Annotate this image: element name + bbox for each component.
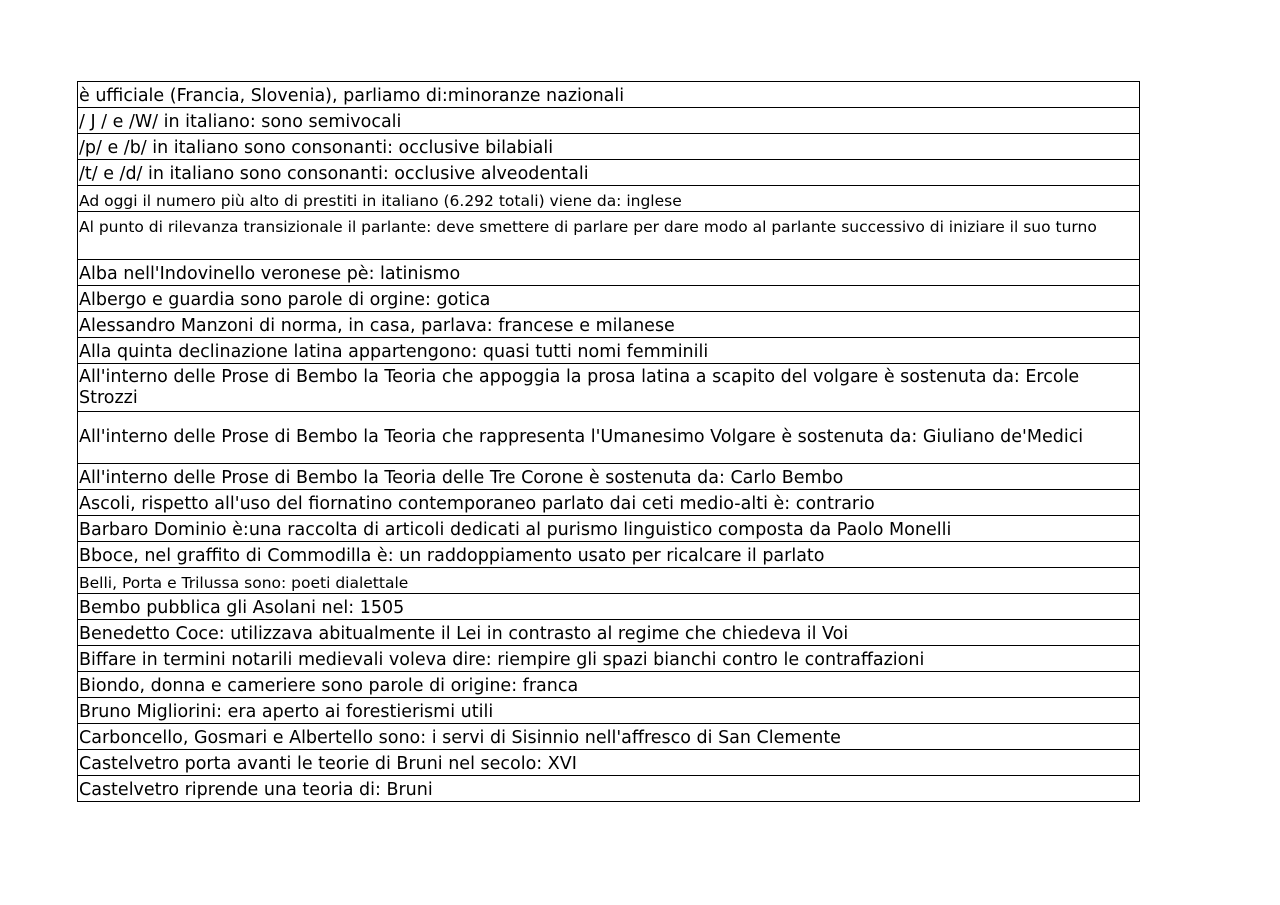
table-cell: Al punto di rilevanza transizionale il parlante: deve smettere di parlare per dare modo al parlante successivo di iniziare il suo turno [78,212,1140,260]
table-row [78,260,1140,286]
table-row [78,776,1140,802]
table-row [78,698,1140,724]
table-cell: Bruno Migliorini: era aperto ai forestierismi utili [78,698,1140,724]
table-row [78,568,1140,594]
flashcard-table [77,81,1140,802]
table-cell: Castelvetro porta avanti le teorie di Bruni nel secolo: XVI [78,750,1140,776]
table-row [78,490,1140,516]
table-cell: /p/ e /b/ in italiano sono consonanti: occlusive bilabiali [78,134,1140,160]
table-cell: Ad oggi il numero più alto di prestiti in italiano (6.292 totali) viene da: inglese [78,186,1140,212]
table-cell: Alessandro Manzoni di norma, in casa, parlava: francese e milanese [78,312,1140,338]
table-cell: Castelvetro riprende una teoria di: Bruni [78,776,1140,802]
table-cell: / J / e /W/ in italiano: sono semivocali [78,108,1140,134]
table-cell: All'interno delle Prose di Bembo la Teoria che appoggia la prosa latina a scapito del volgare è sostenuta da: Ercole Strozzi [78,364,1140,412]
table-cell: Alla quinta declinazione latina appartengono: quasi tutti nomi femminili [78,338,1140,364]
table-row [78,134,1140,160]
table-cell: Bembo pubblica gli Asolani nel: 1505 [78,594,1140,620]
table-row [78,620,1140,646]
table-cell: Belli, Porta e Trilussa sono: poeti dialettale [78,568,1140,594]
table-row [78,108,1140,134]
table-cell: Albergo e guardia sono parole di orgine: gotica [78,286,1140,312]
table-cell: All'interno delle Prose di Bembo la Teoria delle Tre Corone è sostenuta da: Carlo Bembo [78,464,1140,490]
table-cell: Bboce, nel graffito di Commodilla è: un raddoppiamento usato per ricalcare il parlato [78,542,1140,568]
table-row [78,724,1140,750]
table-row [78,646,1140,672]
table-row [78,516,1140,542]
table-row [78,338,1140,364]
table-row [78,186,1140,212]
table-row [78,464,1140,490]
table-row [78,750,1140,776]
table-cell: è ufficiale (Francia, Slovenia), parliamo di:minoranze nazionali [78,82,1140,108]
table-cell: Benedetto Coce: utilizzava abitualmente il Lei in contrasto al regime che chiedeva il Voi [78,620,1140,646]
table-cell: Barbaro Dominio è:una raccolta di articoli dedicati al purismo linguistico composta da Paolo Monelli [78,516,1140,542]
table-cell: /t/ e /d/ in italiano sono consonanti: occlusive alveodentali [78,160,1140,186]
table-row [78,594,1140,620]
table-row [78,412,1140,464]
table-cell: Alba nell'Indovinello veronese pè: latinismo [78,260,1140,286]
table-row [78,542,1140,568]
table-cell: Biffare in termini notarili medievali voleva dire: riempire gli spazi bianchi contro le contraffazioni [78,646,1140,672]
table-cell: Biondo, donna e cameriere sono parole di origine: franca [78,672,1140,698]
table-cell: Carboncello, Gosmari e Albertello sono: i servi di Sisinnio nell'affresco di San Clemente [78,724,1140,750]
table-row [78,364,1140,412]
table-row [78,160,1140,186]
table-row [78,82,1140,108]
table-body [78,82,1140,802]
table-row [78,672,1140,698]
table-row [78,312,1140,338]
table-row [78,286,1140,312]
table-cell: Ascoli, rispetto all'uso del fiornatino contemporaneo parlato dai ceti medio-alti è: contrario [78,490,1140,516]
table-cell: All'interno delle Prose di Bembo la Teoria che rappresenta l'Umanesimo Volgare è sostenuta da: Giuliano de'Medici [78,412,1140,464]
table-row [78,212,1140,260]
